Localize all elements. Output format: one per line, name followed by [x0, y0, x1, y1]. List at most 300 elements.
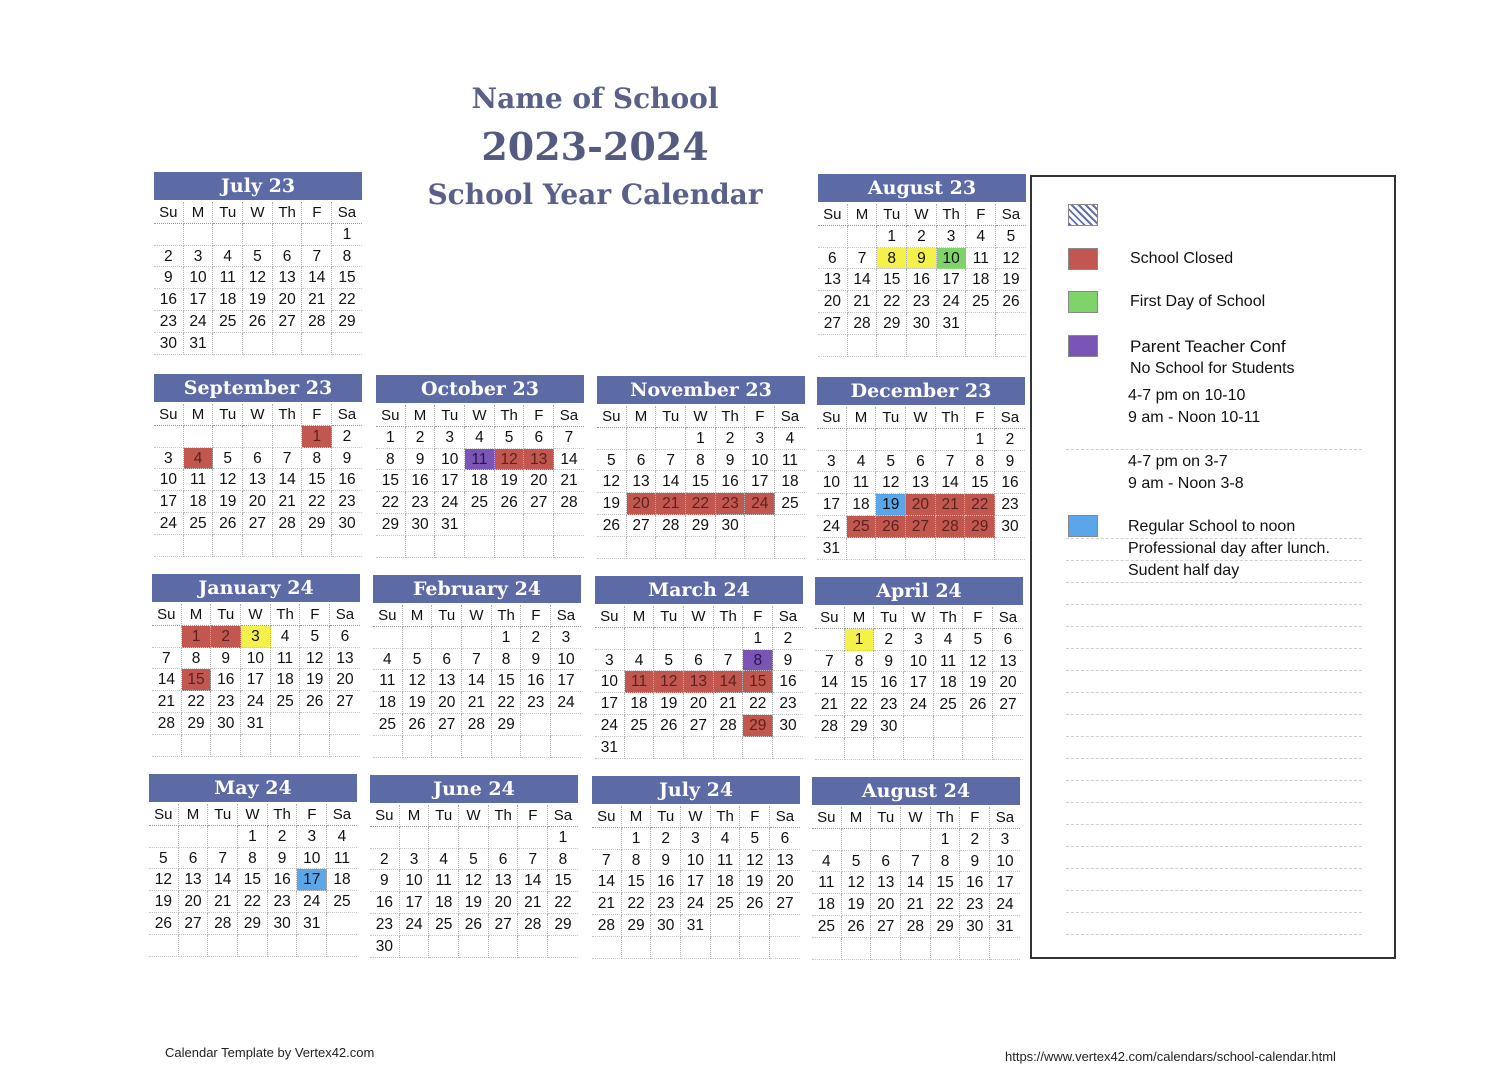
- week-row: [376, 514, 584, 536]
- empty-cell: [847, 538, 877, 560]
- day-cell: 15: [743, 671, 773, 693]
- day-cell: 14: [208, 869, 238, 891]
- weekday-label: M: [406, 405, 436, 427]
- day-cell: 16: [406, 470, 436, 492]
- week-row: [815, 738, 1023, 760]
- week-row: [818, 313, 1026, 335]
- week-row: [154, 333, 362, 355]
- day-cell: 7: [714, 650, 744, 672]
- day-cell: 27: [770, 893, 800, 915]
- day-cell: 5: [740, 828, 770, 850]
- day-cell: 12: [459, 870, 489, 892]
- day-cell: 22: [182, 691, 212, 713]
- empty-cell: [686, 537, 716, 559]
- day-cell: 24: [745, 493, 775, 515]
- weekday-label: Th: [271, 604, 301, 626]
- weekday-label: Sa: [770, 806, 800, 828]
- day-cell: 25: [429, 914, 459, 936]
- empty-cell: [876, 429, 906, 451]
- empty-cell: [818, 226, 848, 248]
- day-cell: 8: [877, 248, 907, 270]
- month-grid: [152, 604, 360, 757]
- day-cell: 5: [459, 849, 489, 871]
- empty-cell: [904, 716, 934, 738]
- empty-cell: [300, 713, 330, 735]
- weekday-row: [815, 607, 1023, 629]
- day-cell: 30: [268, 913, 298, 935]
- day-cell: 18: [934, 672, 964, 694]
- week-row: [149, 935, 357, 957]
- weekday-row: [812, 807, 1020, 829]
- day-cell: 25: [465, 492, 495, 514]
- day-cell: 8: [686, 450, 716, 472]
- empty-cell: [996, 335, 1026, 357]
- day-cell: 26: [243, 311, 273, 333]
- day-cell: 2: [995, 429, 1025, 451]
- empty-cell: [937, 335, 967, 357]
- day-cell: 11: [812, 872, 842, 894]
- month-grid: [376, 405, 584, 558]
- week-row: [149, 913, 357, 935]
- month-header: January 24: [152, 574, 360, 602]
- school-year: 2023-2024: [481, 124, 709, 169]
- day-cell: 19: [243, 289, 273, 311]
- week-row: [595, 650, 803, 672]
- weekday-label: Th: [714, 606, 744, 628]
- day-cell: 29: [238, 913, 268, 935]
- day-cell: 23: [370, 914, 400, 936]
- day-cell: 28: [273, 513, 303, 535]
- month-july-24: [592, 776, 800, 962]
- empty-cell: [495, 514, 525, 536]
- day-cell: 20: [906, 494, 936, 516]
- day-cell: 30: [960, 916, 990, 938]
- legend-ptc-mar-evening: 4-7 pm on 3-7: [1128, 453, 1228, 470]
- day-cell: 14: [656, 471, 686, 493]
- empty-cell: [966, 313, 996, 335]
- day-cell: 15: [686, 471, 716, 493]
- day-cell: 11: [213, 267, 243, 289]
- empty-cell: [901, 829, 931, 851]
- day-cell: 8: [845, 651, 875, 673]
- empty-cell: [995, 538, 1025, 560]
- month-grid: [592, 806, 800, 959]
- day-cell: 7: [302, 246, 332, 268]
- day-cell: 21: [152, 691, 182, 713]
- day-cell: 6: [684, 650, 714, 672]
- day-cell: 14: [273, 469, 303, 491]
- empty-cell: [403, 736, 433, 758]
- day-cell: 20: [330, 669, 360, 691]
- day-cell: 5: [495, 427, 525, 449]
- first-day-swatch: [1068, 291, 1098, 313]
- empty-cell: [625, 628, 655, 650]
- day-cell: 12: [213, 469, 243, 491]
- legend-first-day: First Day of School: [1130, 293, 1266, 310]
- day-cell: 3: [184, 246, 214, 268]
- day-cell: 21: [936, 494, 966, 516]
- day-cell: 15: [622, 871, 652, 893]
- empty-cell: [907, 335, 937, 357]
- weekday-label: Su: [595, 606, 625, 628]
- day-cell: 8: [238, 848, 268, 870]
- month-header: June 24: [370, 775, 578, 803]
- empty-cell: [459, 827, 489, 849]
- weekday-label: W: [686, 406, 716, 428]
- week-row: [154, 289, 362, 311]
- day-cell: 2: [521, 627, 551, 649]
- weekday-label: F: [963, 607, 993, 629]
- empty-cell: [963, 716, 993, 738]
- day-cell: 16: [211, 669, 241, 691]
- empty-cell: [627, 428, 657, 450]
- day-cell: 2: [268, 826, 298, 848]
- weekday-label: Su: [597, 406, 627, 428]
- weekday-label: Su: [815, 607, 845, 629]
- day-cell: 23: [521, 692, 551, 714]
- day-cell: 22: [622, 893, 652, 915]
- day-cell: 12: [597, 471, 627, 493]
- day-cell: 9: [268, 848, 298, 870]
- day-cell: 1: [376, 427, 406, 449]
- empty-cell: [268, 935, 298, 957]
- day-cell: 17: [400, 892, 430, 914]
- empty-cell: [184, 535, 214, 557]
- day-cell: 26: [495, 492, 525, 514]
- empty-cell: [996, 313, 1026, 335]
- empty-cell: [432, 627, 462, 649]
- month-october-23: [376, 375, 584, 561]
- empty-cell: [429, 827, 459, 849]
- school-closed-swatch: [1068, 248, 1098, 270]
- day-cell: 8: [492, 649, 522, 671]
- weekday-label: W: [465, 405, 495, 427]
- day-cell: 11: [625, 671, 655, 693]
- weekday-label: Sa: [995, 407, 1025, 429]
- day-cell: 29: [332, 311, 362, 333]
- day-cell: 20: [770, 871, 800, 893]
- legend-school-closed: School Closed: [1130, 250, 1234, 267]
- day-cell: 3: [681, 828, 711, 850]
- week-row: [154, 426, 362, 448]
- day-cell: 20: [871, 894, 901, 916]
- month-may-24: [149, 774, 357, 960]
- weekday-label: Su: [817, 407, 847, 429]
- empty-cell: [208, 826, 238, 848]
- day-cell: 21: [848, 291, 878, 313]
- day-cell: 28: [592, 915, 622, 937]
- day-cell: 5: [996, 226, 1026, 248]
- weekday-row: [373, 605, 581, 627]
- legend-rule: [1066, 758, 1362, 759]
- weekday-label: Tu: [874, 607, 904, 629]
- week-row: [376, 470, 584, 492]
- weekday-label: W: [459, 805, 489, 827]
- day-cell: 13: [330, 648, 360, 670]
- legend-ptc-oct-morning: 9 am - Noon 10-11: [1128, 409, 1261, 426]
- week-row: [154, 491, 362, 513]
- half-day-swatch: [1068, 515, 1098, 537]
- weekday-row: [154, 202, 362, 224]
- day-cell: 15: [877, 269, 907, 291]
- weekday-label: M: [182, 604, 212, 626]
- empty-cell: [243, 333, 273, 355]
- empty-cell: [848, 335, 878, 357]
- empty-cell: [743, 737, 773, 759]
- day-cell: 26: [597, 515, 627, 537]
- week-row: [376, 427, 584, 449]
- day-cell: 12: [654, 671, 684, 693]
- day-cell: 14: [554, 449, 584, 471]
- day-cell: 28: [554, 492, 584, 514]
- day-cell: 6: [489, 849, 519, 871]
- day-cell: 17: [241, 669, 271, 691]
- week-row: [818, 226, 1026, 248]
- day-cell: 9: [773, 650, 803, 672]
- day-cell: 21: [656, 493, 686, 515]
- day-cell: 5: [654, 650, 684, 672]
- weekday-label: Su: [812, 807, 842, 829]
- day-cell: 1: [182, 626, 212, 648]
- empty-cell: [521, 736, 551, 758]
- day-cell: 9: [370, 870, 400, 892]
- legend-rule: [1066, 846, 1362, 847]
- month-header: October 23: [376, 375, 584, 403]
- empty-cell: [817, 429, 847, 451]
- empty-cell: [149, 935, 179, 957]
- empty-cell: [524, 514, 554, 536]
- week-row: [592, 937, 800, 959]
- empty-cell: [656, 428, 686, 450]
- day-cell: 10: [745, 450, 775, 472]
- month-april-24: [815, 577, 1023, 763]
- legend-ptc-mar-morning: 9 am - Noon 3-8: [1128, 475, 1244, 492]
- empty-cell: [243, 224, 273, 246]
- week-row: [817, 429, 1025, 451]
- day-cell: 15: [182, 669, 212, 691]
- weekday-row: [154, 404, 362, 426]
- empty-cell: [745, 537, 775, 559]
- empty-cell: [271, 713, 301, 735]
- empty-cell: [597, 428, 627, 450]
- day-cell: 26: [740, 893, 770, 915]
- week-row: [152, 626, 360, 648]
- day-cell: 25: [934, 694, 964, 716]
- day-cell: 29: [931, 916, 961, 938]
- day-cell: 16: [268, 869, 298, 891]
- footer-url[interactable]: https://www.vertex42.com/calendars/school-calendar.html: [1005, 1049, 1336, 1064]
- empty-cell: [815, 738, 845, 760]
- empty-cell: [871, 829, 901, 851]
- empty-cell: [874, 738, 904, 760]
- day-cell: 17: [745, 471, 775, 493]
- weekday-label: Su: [154, 202, 184, 224]
- day-cell: 10: [297, 848, 327, 870]
- empty-cell: [238, 935, 268, 957]
- empty-cell: [524, 536, 554, 558]
- day-cell: 25: [327, 891, 357, 913]
- empty-cell: [492, 736, 522, 758]
- day-cell: 2: [874, 629, 904, 651]
- weekday-label: Tu: [213, 404, 243, 426]
- day-cell: 28: [848, 313, 878, 335]
- parent-teacher-swatch: [1068, 335, 1098, 357]
- weekday-label: W: [238, 804, 268, 826]
- empty-cell: [273, 333, 303, 355]
- day-cell: 10: [595, 671, 625, 693]
- empty-cell: [518, 936, 548, 958]
- day-cell: 13: [871, 872, 901, 894]
- week-row: [812, 894, 1020, 916]
- day-cell: 16: [332, 469, 362, 491]
- day-cell: 12: [149, 869, 179, 891]
- day-cell: 6: [524, 427, 554, 449]
- empty-cell: [327, 935, 357, 957]
- empty-cell: [154, 535, 184, 557]
- day-cell: 19: [403, 692, 433, 714]
- day-cell: 23: [716, 493, 746, 515]
- empty-cell: [459, 936, 489, 958]
- empty-cell: [243, 535, 273, 557]
- weekday-label: Th: [489, 805, 519, 827]
- week-row: [370, 892, 578, 914]
- week-row: [154, 448, 362, 470]
- day-cell: 15: [548, 870, 578, 892]
- weekday-label: F: [297, 804, 327, 826]
- day-cell: 5: [876, 451, 906, 473]
- weekday-row: [592, 806, 800, 828]
- empty-cell: [654, 737, 684, 759]
- empty-cell: [400, 827, 430, 849]
- empty-cell: [462, 627, 492, 649]
- day-cell: 5: [149, 848, 179, 870]
- week-row: [597, 515, 805, 537]
- day-cell: 8: [332, 246, 362, 268]
- day-cell: 8: [965, 451, 995, 473]
- day-cell: 22: [877, 291, 907, 313]
- day-cell: 26: [963, 694, 993, 716]
- day-cell: 6: [871, 851, 901, 873]
- legend-half-day-3: Sudent half day: [1128, 562, 1240, 579]
- day-cell: 30: [716, 515, 746, 537]
- week-row: [592, 871, 800, 893]
- weekday-label: Th: [492, 605, 522, 627]
- weekday-label: Tu: [877, 204, 907, 226]
- weekday-label: F: [518, 805, 548, 827]
- day-cell: 28: [815, 716, 845, 738]
- empty-cell: [548, 936, 578, 958]
- day-cell: 21: [901, 894, 931, 916]
- day-cell: 4: [429, 849, 459, 871]
- day-cell: 3: [990, 829, 1020, 851]
- day-cell: 28: [936, 516, 966, 538]
- day-cell: 2: [332, 426, 362, 448]
- day-cell: 31: [184, 333, 214, 355]
- month-september-23: [154, 374, 362, 560]
- day-cell: 19: [654, 693, 684, 715]
- empty-cell: [400, 936, 430, 958]
- week-row: [812, 851, 1020, 873]
- empty-cell: [554, 514, 584, 536]
- month-grid: [370, 805, 578, 958]
- week-row: [595, 671, 803, 693]
- empty-cell: [182, 735, 212, 757]
- weekday-label: M: [842, 807, 872, 829]
- day-cell: 7: [592, 850, 622, 872]
- day-cell: 1: [743, 628, 773, 650]
- empty-cell: [149, 826, 179, 848]
- day-cell: 22: [931, 894, 961, 916]
- day-cell: 7: [901, 851, 931, 873]
- day-cell: 16: [995, 472, 1025, 494]
- empty-cell: [656, 537, 686, 559]
- day-cell: 5: [243, 246, 273, 268]
- day-cell: 10: [435, 449, 465, 471]
- weekday-label: Tu: [871, 807, 901, 829]
- week-row: [815, 716, 1023, 738]
- week-row: [149, 891, 357, 913]
- legend-rule: [1066, 890, 1362, 891]
- weekday-label: Th: [934, 607, 964, 629]
- empty-cell: [465, 514, 495, 536]
- day-cell: 12: [876, 472, 906, 494]
- day-cell: 24: [400, 914, 430, 936]
- day-cell: 19: [963, 672, 993, 694]
- weekday-label: Th: [711, 806, 741, 828]
- weekday-label: W: [243, 202, 273, 224]
- day-cell: 1: [332, 224, 362, 246]
- day-cell: 25: [625, 715, 655, 737]
- day-cell: 4: [373, 649, 403, 671]
- day-cell: 22: [332, 289, 362, 311]
- day-cell: 22: [238, 891, 268, 913]
- empty-cell: [842, 829, 872, 851]
- day-cell: 27: [993, 694, 1023, 716]
- week-row: [817, 494, 1025, 516]
- day-cell: 10: [551, 649, 581, 671]
- day-cell: 23: [773, 693, 803, 715]
- empty-cell: [993, 716, 1023, 738]
- day-cell: 14: [901, 872, 931, 894]
- day-cell: 27: [871, 916, 901, 938]
- month-header: February 24: [373, 575, 581, 603]
- empty-cell: [812, 829, 842, 851]
- empty-cell: [716, 537, 746, 559]
- empty-cell: [775, 537, 805, 559]
- day-cell: 16: [874, 672, 904, 694]
- day-cell: 19: [213, 491, 243, 513]
- week-row: [152, 713, 360, 735]
- day-cell: 31: [990, 916, 1020, 938]
- day-cell: 30: [211, 713, 241, 735]
- empty-cell: [330, 735, 360, 757]
- empty-cell: [403, 627, 433, 649]
- day-cell: 19: [597, 493, 627, 515]
- day-cell: 10: [400, 870, 430, 892]
- weekday-label: Su: [149, 804, 179, 826]
- day-cell: 25: [271, 691, 301, 713]
- day-cell: 8: [548, 849, 578, 871]
- legend-half-day-1: Regular School to noon: [1128, 518, 1296, 535]
- empty-cell: [627, 537, 657, 559]
- day-cell: 22: [376, 492, 406, 514]
- weekday-row: [597, 406, 805, 428]
- day-cell: 20: [489, 892, 519, 914]
- empty-cell: [965, 538, 995, 560]
- empty-cell: [432, 736, 462, 758]
- day-cell: 30: [874, 716, 904, 738]
- weekday-row: [595, 606, 803, 628]
